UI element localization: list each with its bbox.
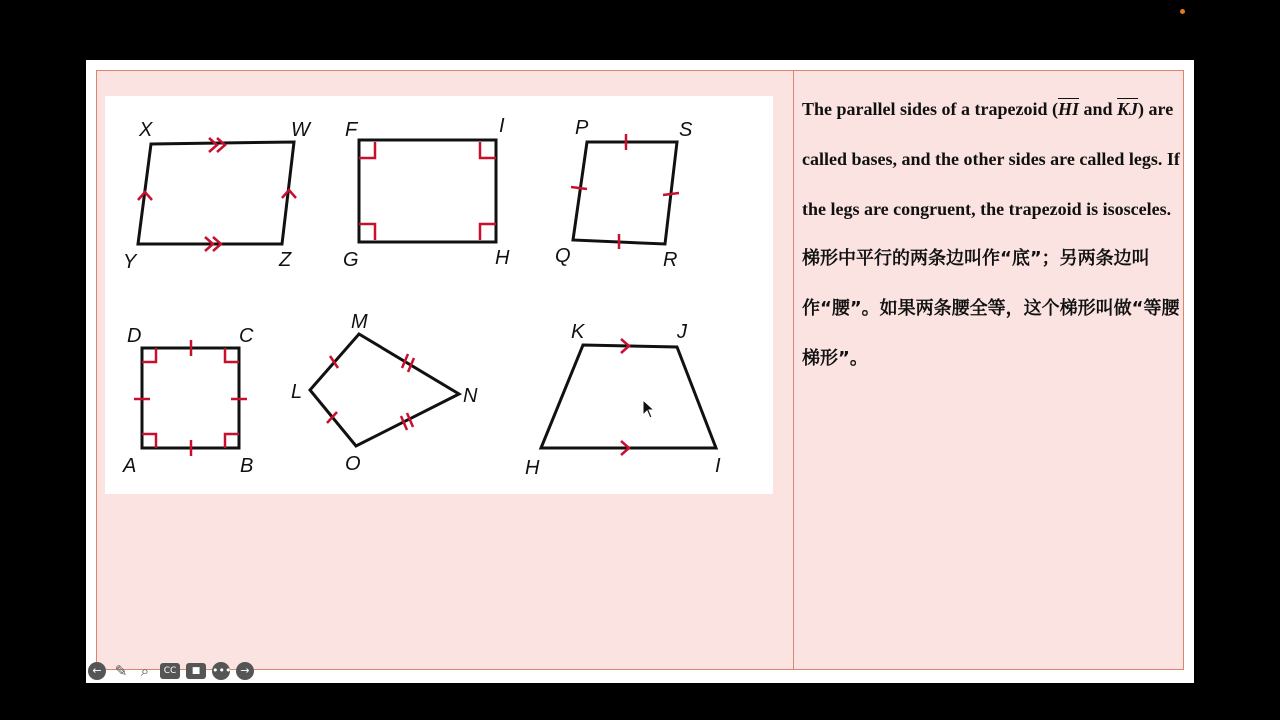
camera-icon[interactable]: ■: [186, 663, 206, 679]
vertex-label: A: [123, 455, 137, 477]
vertex-label: H: [525, 457, 540, 479]
parallelogram: [123, 119, 312, 273]
vertex-label: N: [463, 385, 478, 407]
definition-en-part: and: [1079, 99, 1118, 119]
more-icon[interactable]: •••: [212, 662, 230, 680]
segment-hi: $\overline{HI}$: [1057, 99, 1079, 119]
segment-kj: $\overline{KJ}$: [1117, 99, 1139, 119]
kite: [291, 311, 478, 475]
mouse-cursor-icon: [642, 399, 656, 419]
vertex-label: O: [345, 453, 361, 475]
vertex-label: K: [571, 321, 585, 343]
vertex-label: R: [663, 249, 678, 271]
vertex-label: P: [575, 117, 589, 139]
vertex-label: B: [240, 455, 254, 477]
vertex-label: H: [495, 247, 510, 269]
back-icon[interactable]: ←: [88, 662, 106, 680]
vertex-label: Y: [123, 251, 137, 273]
trapezoid: [525, 321, 721, 479]
quadrilaterals-figure: [105, 96, 773, 494]
zoom-icon[interactable]: ⌕: [140, 662, 150, 680]
vertex-label: I: [715, 455, 721, 477]
vertex-label: I: [499, 115, 505, 137]
vertex-label: M: [351, 311, 368, 333]
column-divider: [793, 71, 794, 669]
slide: [86, 60, 1194, 683]
vertex-label: J: [677, 321, 687, 343]
definition-text: [802, 84, 1180, 384]
vertex-label: Q: [555, 245, 571, 267]
vertex-label: G: [343, 249, 359, 271]
rhombus: [555, 117, 693, 271]
quadrilaterals-svg: [105, 96, 773, 494]
vertex-label: S: [679, 119, 693, 141]
vertex-label: F: [345, 119, 358, 141]
vertex-label: D: [127, 325, 142, 347]
player-controls: [88, 661, 254, 681]
vertex-label: C: [239, 325, 254, 347]
vertex-label: W: [291, 119, 310, 141]
rectangle: [343, 115, 510, 271]
forward-icon[interactable]: →: [236, 662, 254, 680]
status-dot: [1180, 9, 1185, 14]
vertex-label: L: [291, 381, 303, 403]
definition-en-part: The parallel sides of a trapezoid (: [802, 99, 1058, 119]
slide-frame: [96, 70, 1184, 670]
vertex-label: X: [139, 119, 153, 141]
definition-zh: 梯形中平行的两条边叫作“底”；另两条边叫作“腰”。如果两条腰全等，这个梯形叫做“等腰梯形”。: [802, 248, 1180, 369]
captions-icon[interactable]: CC: [160, 663, 180, 679]
square: [122, 325, 254, 477]
definition-en-part: ) are called bases, and the other sides are called legs. If the legs are congruent, the trapezoid is isosceles.: [802, 99, 1180, 219]
vertex-label: Z: [279, 249, 292, 271]
pen-icon[interactable]: ✎: [114, 662, 128, 680]
